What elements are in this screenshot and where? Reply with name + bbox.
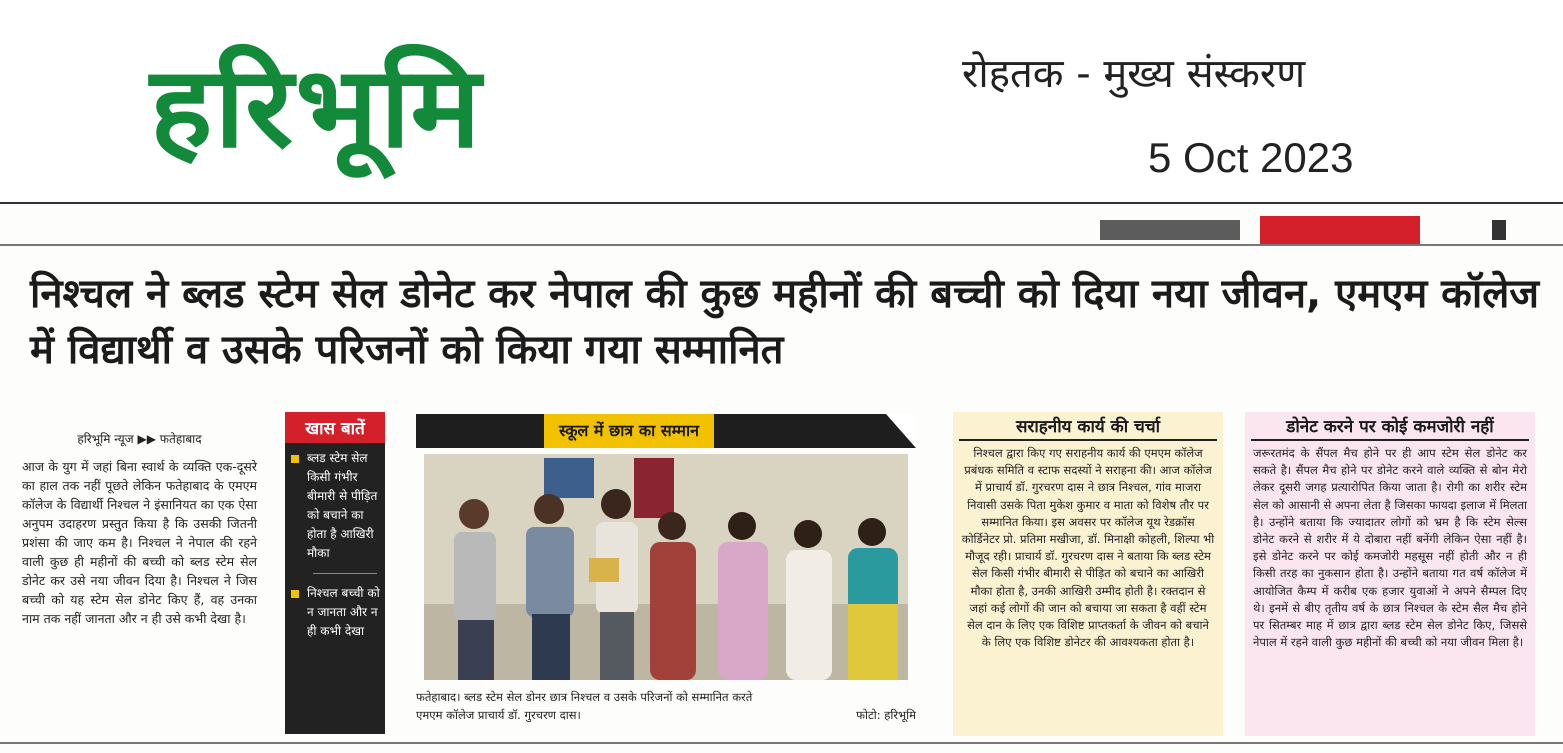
- bottom-rule: [0, 742, 1563, 744]
- cropped-section-label: [1100, 220, 1240, 240]
- cropped-page-number: [1492, 220, 1506, 240]
- article-body: आज के युग में जहां बिना स्वार्थ के व्यक्ति एक-दूसरे का हाल तक नहीं पूछते लेकिन फतेहाबाद के एमएम कॉलेज के विद्यार्थी निश्चल ने इंसानियत का एक ऐसा अनुपम उदाहरण प्रस्तुत किया है कि उसकी जितनी प्रशंसा की जाए कम है। निश्चल ने नेपाल की रहने वाली कुछ ही महीनों की बच्ची को ब्लड स्टेम सेल डोनेट कर उसे नया जीवन दिया है। निश्चल ने जिस बच्ची को यह स्टेम सेल डोनेट किए हैं, वह उनका नाम तक नहीं जानता और न ही उसे कभी देखा है।: [22, 459, 257, 626]
- highlights-divider: [313, 573, 377, 574]
- highlight-item: ब्लड स्टेम सेल किसी गंभीर बीमारी से पीड़ित को बचाने का होता है आखिरी मौका: [307, 449, 381, 563]
- news-photo-illustration: [424, 454, 908, 680]
- edition-date: 5 Oct 2023: [1148, 134, 1354, 181]
- page-top-strip: [1100, 212, 1520, 242]
- article-byline: हरिभूमि न्यूज ▶▶ फतेहाबाद: [77, 432, 202, 446]
- photo-caption-line: फतेहाबाद। ब्लड स्टेम सेल डोनर छात्र निश्चल व उसके परिजनों को सम्मानित करते: [416, 690, 753, 704]
- highlights-box: [285, 412, 385, 734]
- header: [0, 0, 1563, 204]
- praise-body: निश्चल द्वारा किए गए सराहनीय कार्य की एमएम कॉलेज प्रबंधक समिति व स्टाफ सदस्यों ने सराहना की। आज कॉलेज में प्राचार्य डॉ. गुरचरण दास ने छात्र निश्चल, गांव माजरा निवासी उसके पिता मुकेश कुमार व माता को विशेष तौर पर सम्मानित किया। इस अवसर पर कॉलेज यूथ रेडक्रॉस कोर्डिनेटर प्रो. प्रतिमा मखीजा, डॉ. मिनाक्षी कोहली, शिल्पा भी मौजूद रही। प्राचार्य डॉ. गुरचरण दास ने बताया कि ब्लड स्टेम सेल किसी गंभीर बीमारी से पीड़ित को बचाने का आखिरी मौका होता है, उनकी आखिरी उम्मीद होती है। रक्तदान से जहां कई लोगों की जान को बचाया जा सकता है वहीं स्टेम सेल दान के लिए एक विशिष्ट प्राप्तकर्ता के जीवन को बचाने के लिए एक विशिष्ट डोनेटर की आवश्यकता होता है।: [961, 446, 1215, 650]
- photo-title: स्कूल में छात्र का सम्मान: [544, 414, 714, 448]
- masthead-logo: हरिभूमि: [150, 43, 483, 173]
- donate-body: जरूरतमंद के सैंपल मैच होने पर ही आप स्टेम सेल डोनेट कर सकते है। सैंपल मैच होने पर डोनेट करने वाले व्यक्ति से बोन मेरो लेकर दूसरी जगह प्रत्यारोपित किया जाता है। रोगी का शरीर स्टेम सेल को आसानी से अपना लेता है जिसका फायदा इलाज में मिलता है। उन्होंने बताया कि ज्यादातर लोगों को भ्रम है कि स्टेम सेल्स डोनेट करने से शरीर में ये दोबारा नहीं बनेंगी लेकिन ऐसा नहीं है। इसे डोनेट करने पर कोई कमजोरी महसूस नहीं होती और न ही किसी तरह का नुकसान होता है। उन्होंने बताया गत वर्ष कॉलेज में आयोजित कैम्प में करीब एक हजार युवाओं ने अपने सैम्पल दिए थे। इनमें से बीए तृतीय वर्ष के छात्र निश्चल के स्टेम सैल मैच होने पर सितम्बर माह में छात्र द्वारा ब्लड स्टेम सेल डोनेट किए, जिससे नेपाल में रहने वाली कुछ महीनों की बच्ची को नया जीवन मिला है।: [1253, 446, 1527, 650]
- cropped-red-banner: [1260, 216, 1420, 244]
- photo-block: [416, 414, 916, 736]
- praise-box: [953, 412, 1223, 736]
- praise-heading: सराहनीय कार्य की चर्चा: [959, 412, 1217, 441]
- highlights-list: [285, 449, 385, 641]
- donate-box: [1245, 412, 1535, 736]
- edition-label: रोहतक - मुख्य संस्करण: [962, 51, 1306, 97]
- highlights-heading: खास बातें: [285, 412, 385, 443]
- news-photo: [424, 454, 908, 680]
- top-rule: [0, 244, 1563, 246]
- photo-credit: फोटो: हरिभूमि: [856, 708, 916, 722]
- highlight-item: निश्चल बच्ची को न जानता और न ही कभी देखा: [307, 584, 381, 641]
- newspaper-clipping: [0, 204, 1563, 753]
- photo-caption-row: [416, 706, 916, 724]
- photo-title-bar: [416, 414, 916, 448]
- photo-caption: [416, 688, 916, 724]
- article-headline: निश्चल ने ब्लड स्टेम सेल डोनेट कर नेपाल की कुछ महीनों की बच्ची को दिया नया जीवन, एमएम कॉलेज में विद्यार्थी व उसके परिजनों को किया गया सम्मानित: [30, 271, 1540, 373]
- donate-heading: डोनेट करने पर कोई कमजोरी नहीं: [1251, 412, 1529, 441]
- article-main-column: [22, 426, 257, 628]
- photo-caption-line: एमएम कॉलेज प्राचार्य डॉ. गुरचरण दास।: [416, 708, 581, 722]
